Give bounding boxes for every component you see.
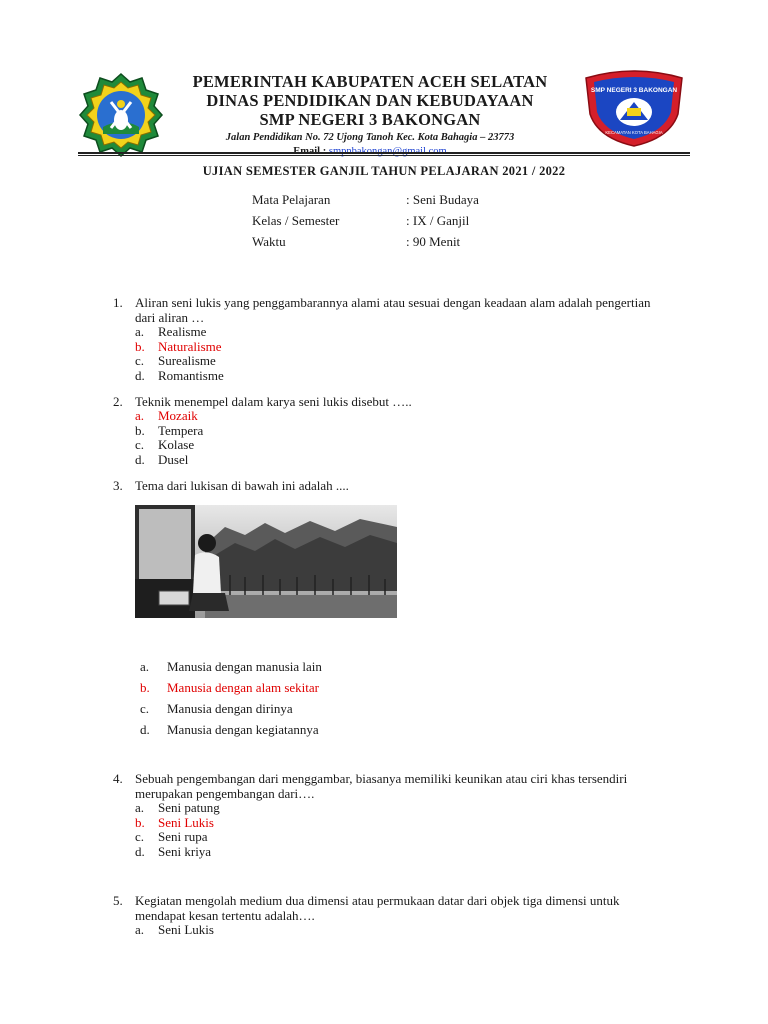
option-letter: a. — [135, 408, 145, 423]
option-letter: a. — [140, 659, 150, 674]
info-value: : IX / Ganjil — [406, 213, 470, 228]
option-a — [135, 325, 673, 340]
option-c — [135, 354, 673, 369]
question-5 — [113, 893, 673, 938]
option-text: Romantisme — [158, 367, 224, 383]
option-b-correct — [140, 677, 673, 698]
option-text: Manusia dengan kegiatannya — [167, 722, 319, 737]
letterhead — [0, 0, 768, 160]
header-government: PEMERINTAH KABUPATEN ACEH SELATAN — [192, 72, 548, 91]
option-letter: b. — [140, 680, 150, 695]
question-2 — [113, 394, 673, 467]
header-divider-thick — [78, 152, 690, 154]
question-number: 2. — [113, 394, 123, 409]
question-text: Tema dari lukisan di bawah ini adalah .... — [135, 478, 349, 493]
option-text: Kolase — [158, 437, 195, 452]
question-number: 4. — [113, 771, 123, 786]
logo-text-top: SMP NEGERI 3 BAKONGAN — [590, 87, 678, 94]
option-text: Seni patung — [158, 800, 220, 815]
exam-title: UJIAN SEMESTER GANJIL TAHUN PELAJARAN 2021 / 2022 — [202, 164, 566, 178]
option-letter: d. — [135, 843, 145, 859]
option-b — [135, 424, 673, 439]
option-letter: c. — [135, 437, 145, 452]
option-text: Seni rupa — [158, 829, 208, 844]
option-text: Seni Lukis — [158, 922, 214, 937]
email-label: Email : — [293, 146, 327, 157]
option-letter: a. — [135, 324, 145, 339]
option-letter: d. — [140, 722, 150, 737]
school-shield-logo-icon — [580, 68, 688, 148]
info-value: : Seni Budaya — [406, 192, 479, 207]
option-d — [135, 453, 673, 468]
option-b-correct — [135, 816, 673, 831]
question-4 — [113, 771, 673, 859]
option-text: Realisme — [158, 324, 207, 339]
option-letter: d. — [135, 451, 145, 467]
question-1 — [113, 295, 673, 383]
question-number: 1. — [113, 295, 123, 310]
option-letter: c. — [135, 829, 145, 844]
option-a — [135, 923, 673, 938]
question-text: Sebuah pengembangan dari menggambar, biasanya memiliki keunikan atau ciri khas tersendiri merupakan pengembangan dari…. — [135, 771, 628, 801]
option-a — [135, 801, 673, 816]
option-text: Manusia dengan dirinya — [167, 701, 293, 716]
option-text: Seni kriya — [158, 843, 212, 859]
option-letter: c. — [135, 353, 145, 368]
question-text: Teknik menempel dalam karya seni lukis disebut ….. — [135, 394, 412, 409]
email-link[interactable]: smpnbakongan@gmail.com — [328, 146, 447, 157]
question-text: Aliran seni lukis yang penggambarannya alami atau sesuai dengan keadaan alam adalah pengertian dari aliran … — [135, 295, 651, 325]
question-3 — [113, 478, 673, 493]
option-d — [135, 845, 673, 860]
option-letter: a. — [135, 800, 145, 815]
question-number: 5. — [113, 893, 123, 908]
exam-info-table — [252, 191, 479, 254]
option-text: Naturalisme — [158, 338, 222, 354]
info-value: : 90 Menit — [406, 234, 461, 249]
option-text: Manusia dengan alam sekitar — [167, 680, 319, 695]
option-text: Dusel — [158, 451, 189, 467]
aceh-selatan-emblem-icon — [78, 72, 164, 158]
option-text: Seni Lukis — [158, 814, 214, 830]
header-school-name: SMP NEGERI 3 BAKONGAN — [259, 110, 481, 129]
option-a-correct — [135, 409, 673, 424]
option-letter: d. — [135, 367, 145, 383]
header-department: DINAS PENDIDIKAN DAN KEBUDAYAAN — [206, 91, 534, 110]
info-row-class — [252, 212, 479, 233]
painting-image — [135, 505, 397, 618]
logo-text-bottom: KECAMATAN KOTA BAHAGIA — [605, 130, 663, 135]
option-letter: b. — [135, 814, 145, 830]
option-letter: b. — [135, 422, 145, 438]
option-c — [140, 698, 673, 719]
option-a — [140, 656, 673, 677]
option-text: Surealisme — [158, 353, 216, 368]
option-c — [135, 830, 673, 845]
option-d — [140, 719, 673, 740]
info-row-subject — [252, 191, 479, 212]
question-text: Kegiatan mengolah medium dua dimensi atau permukaan datar dari objek tiga dimensi untuk mendapat kesan tertentu adalah…. — [135, 893, 620, 923]
option-c — [135, 438, 673, 453]
option-b-correct — [135, 340, 673, 355]
info-row-time — [252, 233, 479, 254]
option-letter: a. — [135, 922, 145, 937]
info-key: Mata Pelajaran — [252, 192, 331, 207]
option-letter: b. — [135, 338, 145, 354]
info-key: Waktu — [252, 234, 286, 249]
header-address: Jalan Pendidikan No. 72 Ujong Tanoh Kec. Kota Bahagia – 23773 — [225, 132, 515, 143]
option-text: Tempera — [158, 422, 204, 438]
header-divider-thin — [78, 155, 690, 156]
info-key: Kelas / Semester — [252, 213, 340, 228]
question-number: 3. — [113, 478, 123, 493]
question-3-options — [113, 656, 673, 740]
option-letter: c. — [140, 701, 150, 716]
option-text: Mozaik — [158, 408, 198, 423]
option-d — [135, 369, 673, 384]
option-text: Manusia dengan manusia lain — [167, 659, 322, 674]
